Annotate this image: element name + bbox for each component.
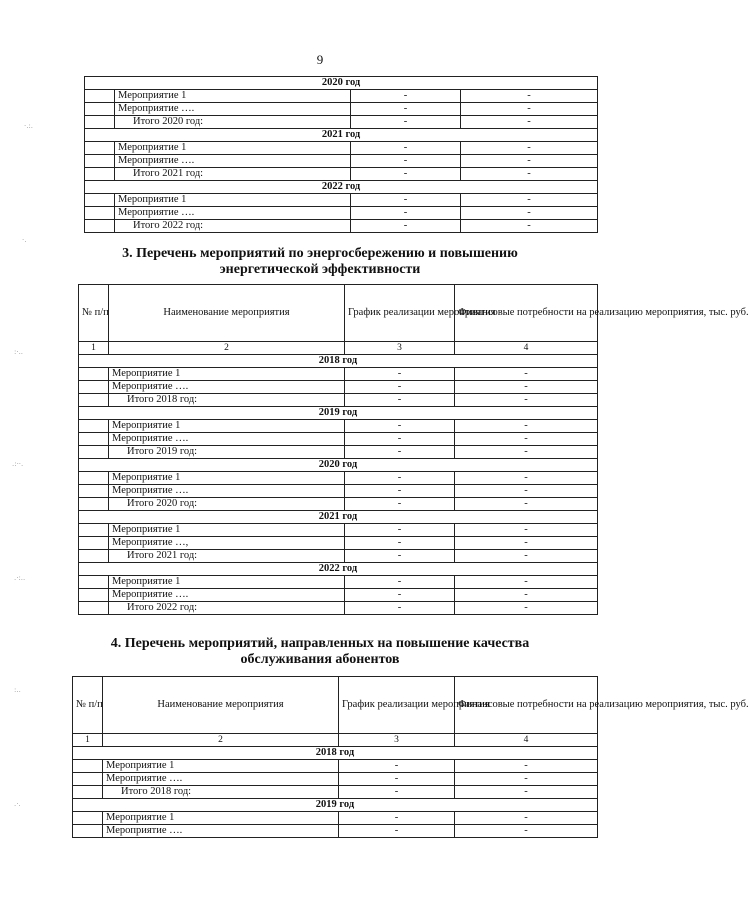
finance-value: - [455,381,598,394]
row-number-cell [79,394,109,407]
col-number: 2 [109,342,345,355]
activity-name: Итого 2020 год: [109,498,345,511]
schedule-value: - [351,168,461,181]
finance-value: - [455,485,598,498]
activity-name: Мероприятие …, [109,537,345,550]
row-number-cell [85,220,115,233]
finance-value: - [455,524,598,537]
finance-value: - [461,116,598,129]
finance-value: - [455,760,598,773]
finance-value: - [461,90,598,103]
schedule-value: - [345,498,455,511]
finance-value: - [461,168,598,181]
schedule-value: - [345,589,455,602]
year-row [85,77,598,90]
row-number-cell [79,485,109,498]
year-row [73,799,598,812]
table-row [73,773,598,786]
finance-value: - [461,207,598,220]
finance-value: - [461,220,598,233]
activity-name: Мероприятие …. [103,773,339,786]
row-number-cell [73,825,103,838]
total-row [79,446,598,459]
year-heading: 2019 год [79,407,598,420]
header-schedule: График реализации мероприятия [345,285,455,342]
finance-value: - [455,589,598,602]
row-number-cell [79,576,109,589]
finance-value: - [461,142,598,155]
col-number: 1 [73,734,103,747]
table-row [79,537,598,550]
col-number: 2 [103,734,339,747]
table-row [79,368,598,381]
activity-name: Мероприятие 1 [103,812,339,825]
section4-title-line2: обслуживания абонентов [240,652,400,667]
scan-mark: .·:.. [14,574,26,582]
activity-name: Мероприятие …. [115,155,351,168]
activity-name: Мероприятие 1 [115,90,351,103]
header-schedule: График реализации мероприятия [339,677,455,734]
activity-name: Мероприятие …. [109,589,345,602]
activity-name: Мероприятие 1 [109,368,345,381]
finance-value: - [455,786,598,799]
header-num: № п/п [73,677,103,734]
table-row [85,103,598,116]
finance-value: - [455,368,598,381]
total-row [79,550,598,563]
table-row [85,90,598,103]
schedule-value: - [345,602,455,615]
section4-title-line1: 4. Перечень мероприятий, направленных на повышение качества [110,636,530,651]
activity-name: Мероприятие …. [103,825,339,838]
header-finance: Финансовые потребности на реализацию мероприятия, тыс. руб. [455,285,598,342]
row-number-cell [85,155,115,168]
scan-mark: :.. [14,686,21,694]
year-row [79,511,598,524]
year-heading: 2020 год [85,77,598,90]
col-number: 4 [455,734,598,747]
schedule-value: - [351,90,461,103]
schedule-value: - [339,786,455,799]
table-row [85,155,598,168]
table-row [79,420,598,433]
table-header-row [73,677,598,734]
schedule-value: - [345,550,455,563]
schedule-value: - [351,116,461,129]
finance-value: - [455,550,598,563]
schedule-value: - [345,576,455,589]
header-finance: Финансовые потребности на реализацию мероприятия, тыс. руб. [455,677,598,734]
year-row [79,563,598,576]
year-row [73,747,598,760]
finance-value: - [455,394,598,407]
row-number-cell [79,368,109,381]
total-row [85,168,598,181]
schedule-value: - [351,194,461,207]
finance-value: - [455,812,598,825]
activity-name: Итого 2018 год: [103,786,339,799]
table-row [79,472,598,485]
finance-value: - [455,576,598,589]
col-number: 4 [455,342,598,355]
row-number-cell [85,168,115,181]
schedule-value: - [345,381,455,394]
table-row [79,524,598,537]
row-number-cell [79,381,109,394]
row-number-cell [79,446,109,459]
section3-title-line1: 3. Перечень мероприятий по энергосбережению и повышению [122,246,518,261]
column-number-row [73,734,598,747]
table-row [73,825,598,838]
row-number-cell [79,602,109,615]
activity-name: Итого 2020 год: [115,116,351,129]
row-number-cell [85,194,115,207]
activity-name: Итого 2022 год: [109,602,345,615]
year-row [79,459,598,472]
section3-title [0,246,640,278]
schedule-value: - [345,368,455,381]
schedule-value: - [345,420,455,433]
schedule-value: - [345,472,455,485]
header-num: № п/п [79,285,109,342]
row-number-cell [85,207,115,220]
activity-name: Мероприятие 1 [109,576,345,589]
service-quality-table [72,676,749,838]
row-number-cell [79,420,109,433]
total-row [73,786,598,799]
page-number: 9 [316,52,324,67]
schedule-value: - [351,220,461,233]
energy-saving-table [78,284,749,615]
year-heading: 2022 год [85,181,598,194]
scan-mark: ·. [22,236,27,244]
activity-name: Мероприятие …. [109,381,345,394]
finance-value: - [455,446,598,459]
schedule-value: - [345,485,455,498]
activities-table-continued [84,76,598,233]
finance-value: - [461,103,598,116]
activity-name: Мероприятие 1 [103,760,339,773]
finance-value: - [455,472,598,485]
table-header-row [79,285,598,342]
activity-name: Мероприятие …. [115,207,351,220]
table-row [79,485,598,498]
activity-name: Мероприятие 1 [115,194,351,207]
section4-title [0,636,640,668]
schedule-value: - [351,207,461,220]
activity-name: Мероприятие …. [109,433,345,446]
row-number-cell [79,498,109,511]
activity-name: Итого 2022 год: [115,220,351,233]
finance-value: - [455,537,598,550]
schedule-value: - [345,394,455,407]
activity-name: Мероприятие 1 [109,420,345,433]
row-number-cell [73,760,103,773]
finance-value: - [461,194,598,207]
finance-value: - [455,773,598,786]
row-number-cell [85,103,115,116]
activity-name: Итого 2021 год: [115,168,351,181]
row-number-cell [79,472,109,485]
year-row [85,181,598,194]
row-number-cell [73,812,103,825]
table-row [79,576,598,589]
activity-name: Мероприятие 1 [109,524,345,537]
finance-value: - [455,498,598,511]
year-heading: 2018 год [79,355,598,368]
finance-value: - [455,825,598,838]
total-row [79,498,598,511]
row-number-cell [73,773,103,786]
finance-value: - [455,420,598,433]
activity-name: Итого 2018 год: [109,394,345,407]
col-number: 3 [345,342,455,355]
year-heading: 2021 год [85,129,598,142]
scan-mark: ·.:. [24,122,34,130]
year-heading: 2018 год [73,747,598,760]
total-row [79,394,598,407]
activity-name: Итого 2019 год: [109,446,345,459]
total-row [85,220,598,233]
row-number-cell [79,550,109,563]
year-row [85,129,598,142]
finance-value: - [461,155,598,168]
table-row [73,760,598,773]
column-number-row [79,342,598,355]
year-heading: 2020 год [79,459,598,472]
header-name: Наименование мероприятия [103,677,339,734]
table-row [79,433,598,446]
schedule-value: - [339,760,455,773]
scan-mark: .·. [14,800,21,808]
row-number-cell [85,116,115,129]
col-number: 1 [79,342,109,355]
table-row [85,194,598,207]
table-row [79,381,598,394]
schedule-value: - [345,524,455,537]
table-row [85,207,598,220]
row-number-cell [85,142,115,155]
total-row [79,602,598,615]
year-row [79,355,598,368]
schedule-value: - [345,433,455,446]
schedule-value: - [339,825,455,838]
finance-value: - [455,433,598,446]
row-number-cell [79,433,109,446]
row-number-cell [79,589,109,602]
year-heading: 2022 год [79,563,598,576]
activity-name: Мероприятие …. [115,103,351,116]
row-number-cell [73,786,103,799]
year-heading: 2021 год [79,511,598,524]
schedule-value: - [351,155,461,168]
row-number-cell [79,524,109,537]
year-heading: 2019 год [73,799,598,812]
activity-name: Мероприятие …. [109,485,345,498]
section3-title-line2: энергетической эффективности [219,262,421,277]
table-row [73,812,598,825]
schedule-value: - [351,103,461,116]
total-row [85,116,598,129]
table-row [85,142,598,155]
activity-name: Итого 2021 год: [109,550,345,563]
row-number-cell [85,90,115,103]
activity-name: Мероприятие 1 [115,142,351,155]
activity-name: Мероприятие 1 [109,472,345,485]
header-name: Наименование мероприятия [109,285,345,342]
finance-value: - [455,602,598,615]
row-number-cell [79,537,109,550]
table-row [79,589,598,602]
scan-mark: .:··. [12,460,24,468]
scan-mark: :·.. [14,348,24,356]
schedule-value: - [345,446,455,459]
year-row [79,407,598,420]
col-number: 3 [339,734,455,747]
schedule-value: - [345,537,455,550]
schedule-value: - [339,773,455,786]
schedule-value: - [351,142,461,155]
schedule-value: - [339,812,455,825]
